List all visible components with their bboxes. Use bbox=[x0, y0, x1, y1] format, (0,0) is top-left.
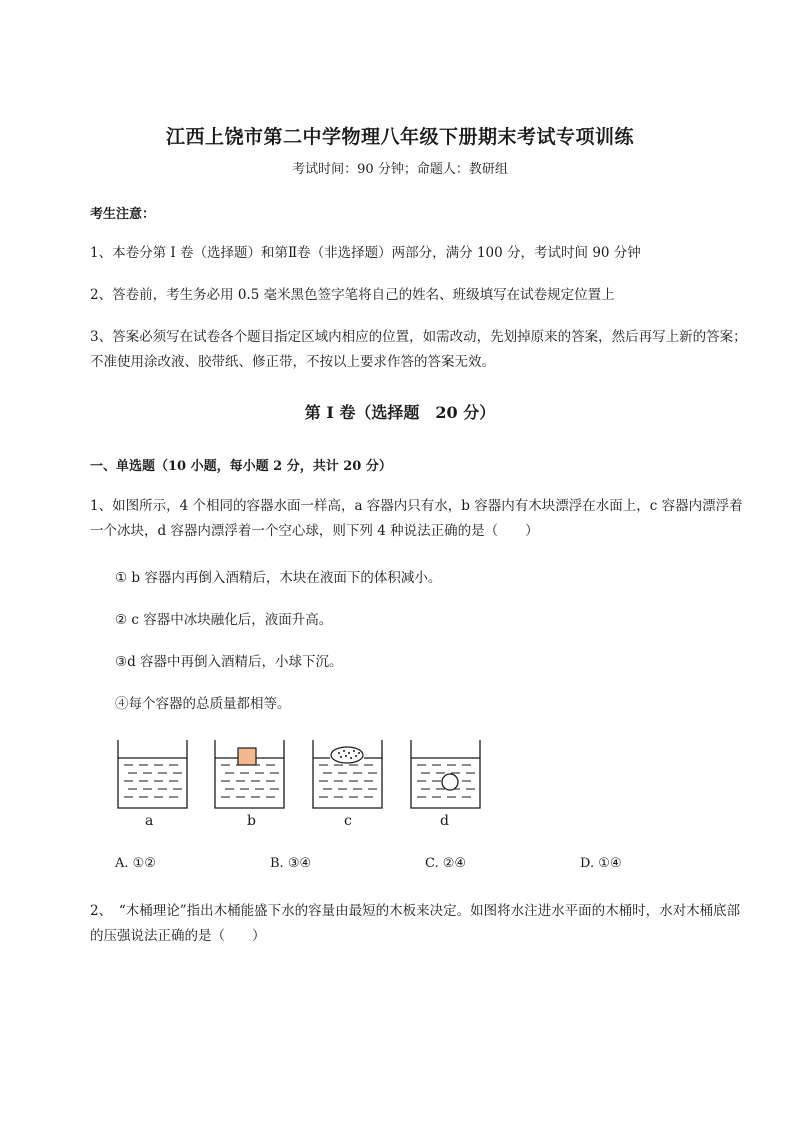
figure-label-a: a bbox=[145, 813, 154, 829]
choice-b[interactable]: B. ③④ bbox=[270, 856, 312, 871]
statement-1: ① b 容器内再倒入酒精后，木块在液面下的体积减小。 bbox=[115, 570, 442, 586]
choice-c[interactable]: C. ②④ bbox=[425, 856, 467, 871]
container-d bbox=[411, 740, 480, 808]
section-title: 第 I 卷（选择题 20 分） bbox=[304, 403, 496, 422]
notice-3: 3、答案必须写在试卷各个题目指定区域内相应的位置，如需改动，先划掉原来的答案，然后再写上新的答案；不准使用涂改液、胶带纸、修正带，不按以上要求作答的答案无效。 bbox=[90, 329, 747, 370]
water-hatching bbox=[124, 765, 475, 797]
choice-d[interactable]: D. ①④ bbox=[580, 856, 622, 871]
ice-block bbox=[331, 747, 363, 763]
container-a bbox=[118, 740, 187, 808]
wood-block bbox=[238, 748, 256, 765]
statement-4: ④每个容器的总质量都相等。 bbox=[115, 696, 291, 712]
statement-3: ③d 容器中再倒入酒精后，小球下沉。 bbox=[115, 654, 343, 670]
notice-2: 2、答卷前，考生务必用 0.5 毫米黑色签字笔将自己的姓名、班级填写在试卷规定位置上 bbox=[90, 287, 615, 303]
figure-label-d: d bbox=[440, 813, 449, 829]
containers-figure bbox=[115, 738, 495, 810]
notice-1: 1、本卷分第 I 卷（选择题）和第Ⅱ卷（非选择题）两部分，满分 100 分，考试时间 90 分钟 bbox=[90, 245, 641, 261]
choice-a[interactable]: A. ①② bbox=[115, 856, 156, 871]
statement-2: ② c 容器中冰块融化后，液面升高。 bbox=[115, 612, 333, 628]
exam-info: 考试时间：90 分钟；命题人：教研组 bbox=[292, 162, 508, 177]
figure-label-c: c bbox=[344, 813, 352, 829]
question-group-heading: 一、单选题（10 小题，每小题 2 分，共计 20 分） bbox=[90, 459, 392, 474]
figure-label-b: b bbox=[247, 813, 256, 829]
hollow-ball bbox=[442, 774, 458, 790]
notice-heading: 考生注意： bbox=[90, 207, 156, 222]
question-2-stem: 2、 “木桶理论”指出木桶能盛下水的容量由最短的木板来决定。如图将水注进水平面的木桶时，水对木桶底部的压强说法正确的是（ ） bbox=[90, 903, 741, 944]
page-title: 江西上饶市第二中学物理八年级下册期末考试专项训练 bbox=[165, 126, 634, 148]
question-1-stem: 1、如图所示，4 个相同的容器水面一样高，a 容器内只有水，b 容器内有木块漂浮在水面上，c 容器内漂浮着一个冰块，d 容器内漂浮着一个空心球，则下列 4 种说法正确的是（ ） bbox=[90, 498, 743, 539]
